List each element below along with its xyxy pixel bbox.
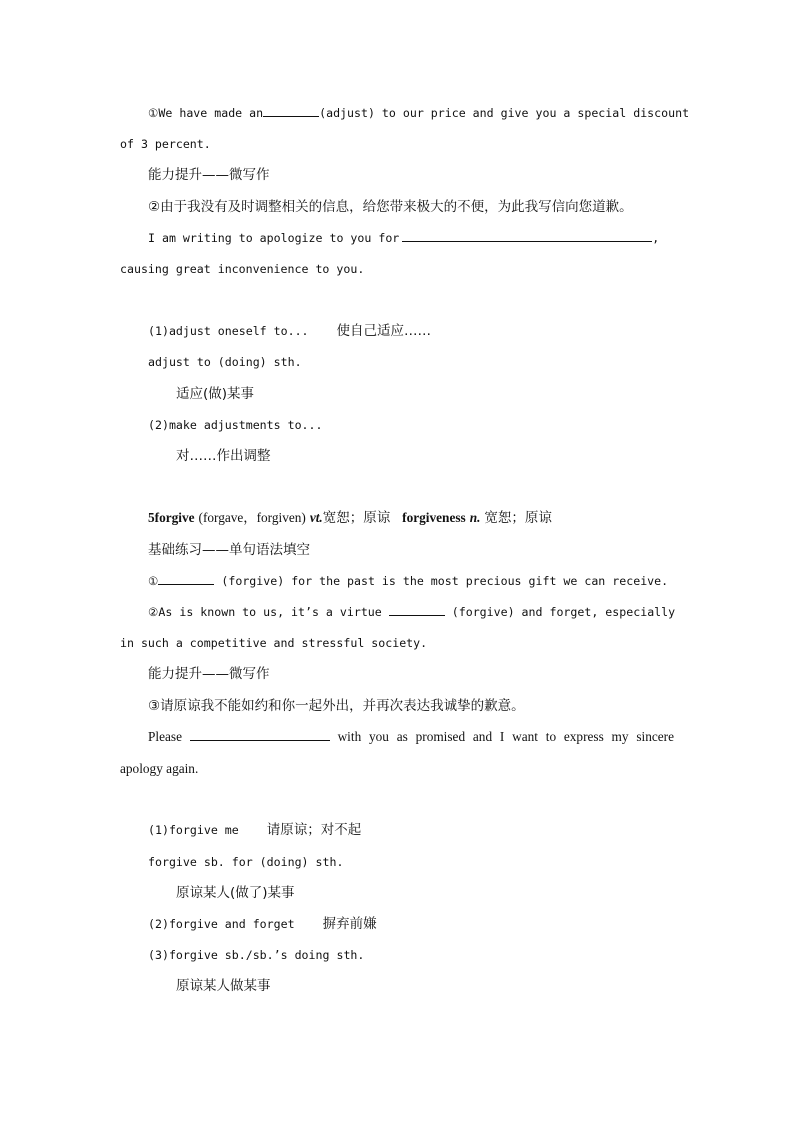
adjust-exercise-2: I am writing to apologize to you for , <box>148 228 674 248</box>
phrase-make-adjustments: (2)make adjustments to... <box>148 418 323 432</box>
phrase-forgive-sb-for: forgive sb. for (doing) sth. <box>148 855 344 869</box>
adjust-exercise-2-continued: causing great inconvenience to you. <box>120 262 365 276</box>
forgive-exercise-2-continued: in such a competitive and stressful society. <box>120 636 428 650</box>
phrase-forgive-and-forget: (2)forgive and forget 摒弃前嫌 <box>148 916 377 932</box>
forgive-exercise-2: ②As is known to us, it’s a virtue (forgive) and forget, especially <box>148 602 674 622</box>
answer-blank[interactable] <box>389 602 445 616</box>
adjust-exercise-1: ①We have made an (adjust) to our price and give you a special discount <box>148 103 674 123</box>
forgive-exercise-3-continued: apology again. <box>120 761 199 776</box>
phrase-adjust-to-meaning: 适应(做)某事 <box>176 386 255 402</box>
adjust-exercise-2-chinese: ②由于我没有及时调整相关的信息，给您带来极大的不便，为此我写信向您道歉。 <box>148 199 633 215</box>
phrase-forgive-sb-for-meaning: 原谅某人(做了)某事 <box>176 885 295 901</box>
phrase-forgive-sb-doing: (3)forgive sb./sb.’s doing sth. <box>148 948 365 962</box>
forgive-exercise-3-chinese: ③请原谅我不能如约和你一起外出，并再次表达我诚挚的歉意。 <box>148 698 525 714</box>
answer-blank[interactable] <box>190 727 330 741</box>
answer-blank[interactable] <box>263 103 319 117</box>
section-heading-writing: 能力提升——微写作 <box>148 167 270 183</box>
forgive-exercise-1: ① (forgive) for the past is the most precious gift we can receive. <box>148 571 674 591</box>
phrase-adjust-oneself: (1)adjust oneself to... 使自己适应…… <box>148 323 432 339</box>
phrase-forgive-me: (1)forgive me 请原谅；对不起 <box>148 822 362 838</box>
phrase-make-adjustments-meaning: 对……作出调整 <box>176 448 271 464</box>
forgive-exercise-3: Please with you as promised and I want to express my sincere <box>148 729 674 744</box>
answer-blank[interactable] <box>158 571 214 585</box>
section-heading-basic: 基础练习——单句语法填空 <box>148 542 310 558</box>
section-heading-writing-2: 能力提升——微写作 <box>148 666 270 682</box>
answer-blank[interactable] <box>402 228 652 242</box>
phrase-adjust-to: adjust to (doing) sth. <box>148 355 302 369</box>
phrase-forgive-sb-doing-meaning: 原谅某人做某事 <box>176 978 271 994</box>
adjust-exercise-1-continued: of 3 percent. <box>120 137 211 151</box>
headword-entry-forgive: 5forgive (forgave，forgiven) vt.宽恕；原谅 forgiveness n. 宽恕；原谅 <box>148 510 552 526</box>
